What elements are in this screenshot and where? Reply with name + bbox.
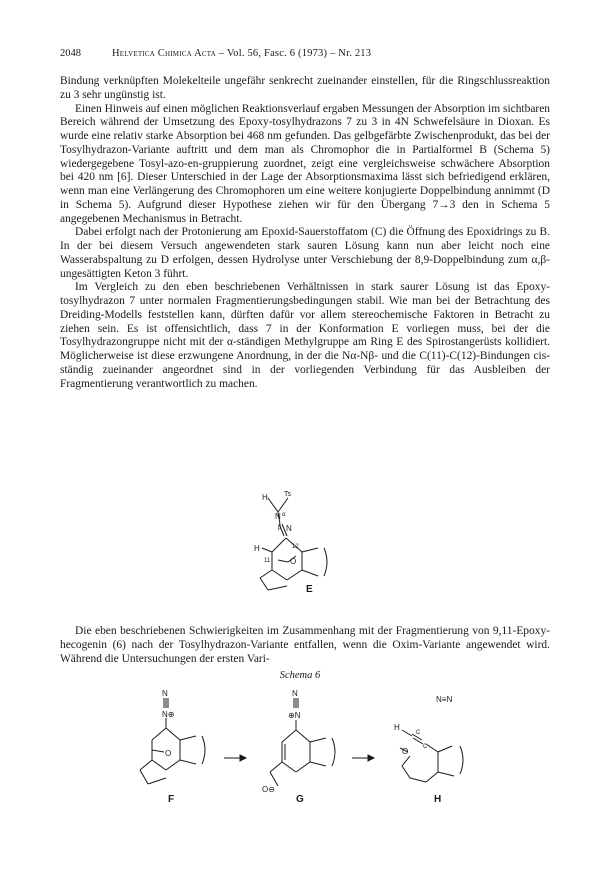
f-atom-n-top: N <box>162 689 168 698</box>
label-alpha: α <box>282 512 286 518</box>
paragraph-4: Im Vergleich zu den eben beschriebenen Verhältnissen in stark saurer Lösung ist das Epoxy-tosylhydrazon 7 unter normalen Fragmentierungsbedingungen stabil. Wie man bei der Betrachtung des Dreiding-Modells feststellen kann, dürften dafür vor allem stereochemische Faktoren in Betracht zu ziehen sein. Es ist offensichtlich, dass 7 in der Konformation E vorliegen muss, bei der die Tosylhydrazongruppe nicht mit der α-ständigen Methylgruppe am Ring E des Spirostangerüsts kollidiert. Möglicherweise ist diese erzwungene Anordnung, in der die Nα-Nβ- und die C(11)-C(12)-Bindungen cis-ständig zueinander angeordnet sind in der vorliegenden Verbindung für das Ausbleiben der Fragmentierung verantwortlich zu machen. <box>60 281 550 390</box>
paragraph-1: Bindung verknüpften Molekelteile ungefähr senkrecht zueinander einstellen, für die Ringschlussreaktion zu 3 sehr ungünstig ist. <box>60 75 550 101</box>
h-atom-h: H <box>394 723 400 732</box>
g-atom-n-top: N <box>292 689 298 698</box>
paragraph-5: Die eben beschriebenen Schwierigkeiten im Zusammenhang mit der Fragmentierung von 9,11-Epoxy-hecogenin (6) nach der Tosylhydrazon-Variante entfallen, wenn die Oxim-Variante angewendet wird. Während die Untersuchungen der ersten Vari- <box>60 625 550 665</box>
h-atom-c1: C <box>416 730 421 736</box>
g-atom-o-minus: O⊖ <box>262 785 275 794</box>
page-number: 2048 <box>60 48 81 59</box>
schema-6-title: Schema 6 <box>279 670 321 681</box>
atom-n-beta: N <box>286 524 292 533</box>
conformation-e-figure <box>232 486 382 606</box>
label-beta: β <box>278 525 282 531</box>
paragraph-2: Einen Hinweis auf einen möglichen Reaktionsverlauf ergaben Messungen der Absorption im sichtbaren Bereich während der Umsetzung des Epoxy-tosylhydrazons 7 zu 3 in 4N Schwefelsäure in Dioxan. Es wurde eine relativ starke Absorption bei 468 nm gefunden. Das gelbgefärbte Zwischenprodukt, das bei der Tosylhydrazon-Variante auftritt und dem man als Chromophor die in Partialformel B (Schema 5) wiedergegebene Tosyl-azo-en-gruppierung zuordnet, zeigt eine vergleichsweise schwächere Absorption bei 420 nm [6]. Dieser Unterschied in der Lage der Absorptionsmaxima lässt sich befriedigend erklären, wenn man eine Verlängerung des Chromophoren um eine weitere konjugierte Doppelbindung annimmt (D in Schema 5). Aufgrund dieser Hypothese ziehen wir für den Übergang 7→3 den in Schema 5 angegebenen Mechanismus in Betracht. <box>60 102 550 225</box>
g-atom-n-plus: ⊕N <box>288 711 301 720</box>
atom-h: H <box>262 493 268 502</box>
structure-label-g: G <box>296 794 304 805</box>
h-atom-c2: C <box>423 744 428 750</box>
structure-label-f: F <box>168 794 175 805</box>
running-header <box>60 48 550 62</box>
f-atom-o: O <box>165 749 172 758</box>
paragraph-3: Dabei erfolgt nach der Protonierung am Epoxid-Sauerstoffatom (C) die Öffnung des Epoxidrings zu B. In der bei diesem Versuch angewendeten stark sauren Lösung kann nun aber leicht noch eine Wasserabspaltung zu D erfolgen, dessen Hydrolyse unter Verschiebung der 8,9-Doppelbindung zum α,β-ungesättigten Keton 3 führt. <box>60 226 550 280</box>
h-atom-o: O <box>402 747 409 756</box>
f-atom-n-plus: N⊕ <box>162 710 175 719</box>
journal-volume: – Vol. 56, Fasc. 6 (1973) – Nr. 213 <box>215 48 372 59</box>
article-body <box>60 75 550 391</box>
structure-label-e: E <box>306 584 313 595</box>
atom-h-c11: H <box>254 544 260 553</box>
journal-name: Helvetica Chimica Acta <box>112 48 216 59</box>
locant-12: 12 <box>292 544 299 550</box>
journal-citation <box>112 48 550 62</box>
schema-6-structures <box>130 688 490 808</box>
structure-label-h: H <box>434 794 442 805</box>
h-dinitrogen: N≡N <box>436 695 453 704</box>
atom-ts: Ts <box>284 491 291 498</box>
atom-n-alpha: N <box>275 512 281 521</box>
atom-o-epoxide: O <box>290 557 297 566</box>
locant-11: 11 <box>264 558 271 564</box>
